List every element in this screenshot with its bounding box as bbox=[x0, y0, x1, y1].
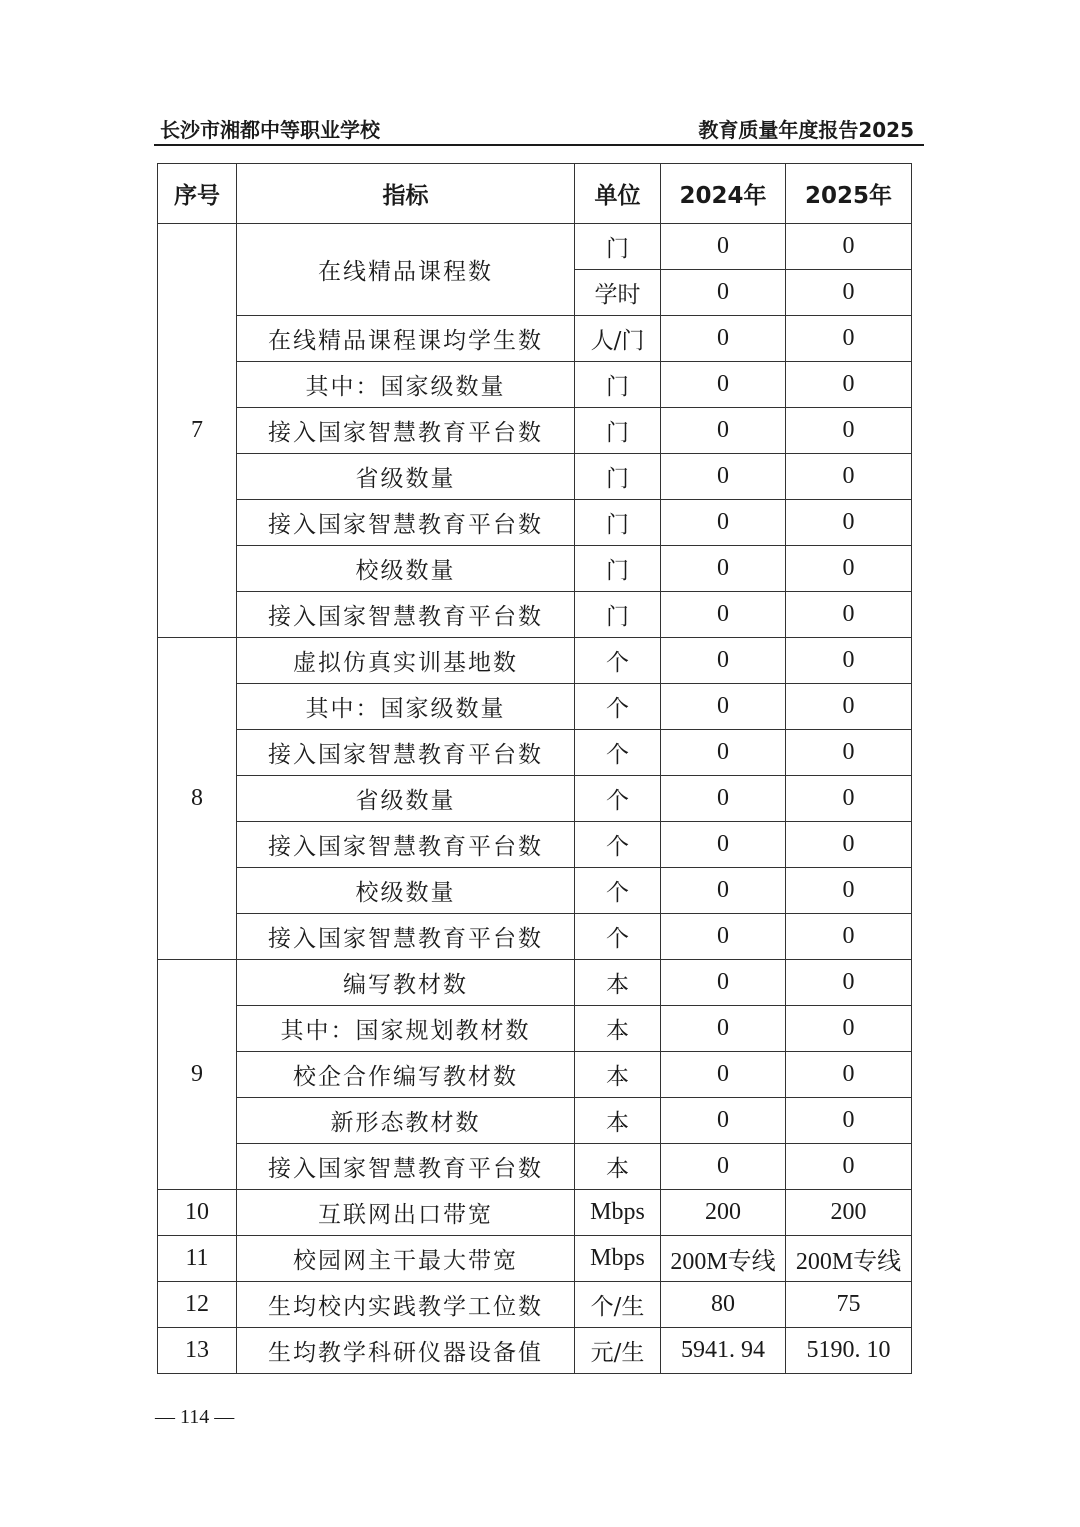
value-2025-cell: 0 bbox=[786, 592, 912, 638]
unit-cell: 个 bbox=[575, 638, 661, 684]
table-row bbox=[158, 868, 912, 914]
table-row bbox=[158, 316, 912, 362]
table-row bbox=[158, 1006, 912, 1052]
unit-cell: Mbps bbox=[575, 1236, 661, 1282]
unit-cell: 本 bbox=[575, 1144, 661, 1190]
table-row bbox=[158, 408, 912, 454]
table-row bbox=[158, 1190, 912, 1236]
value-2025-cell: 0 bbox=[786, 408, 912, 454]
value-2024-cell: 0 bbox=[661, 592, 786, 638]
col-header-metric: 指标 bbox=[237, 164, 575, 224]
header-rule bbox=[154, 144, 924, 146]
school-name: 长沙市湘都中等职业学校 bbox=[160, 118, 380, 142]
unit-cell: 个 bbox=[575, 730, 661, 776]
col-header-seq: 序号 bbox=[158, 164, 237, 224]
col-header-unit: 单位 bbox=[575, 164, 661, 224]
metric-cell: 在线精品课程数 bbox=[237, 224, 575, 316]
table-row bbox=[158, 914, 912, 960]
metric-cell: 其中：国家规划教材数 bbox=[237, 1006, 575, 1052]
value-2025-cell: 0 bbox=[786, 1144, 912, 1190]
metric-cell: 编写教材数 bbox=[237, 960, 575, 1006]
metric-cell: 虚拟仿真实训基地数 bbox=[237, 638, 575, 684]
value-2024-cell: 0 bbox=[661, 500, 786, 546]
table-row bbox=[158, 362, 912, 408]
table-row bbox=[158, 1098, 912, 1144]
value-2025-cell: 0 bbox=[786, 730, 912, 776]
page-number: — 114 — bbox=[155, 1406, 235, 1428]
unit-cell: 个 bbox=[575, 914, 661, 960]
unit-cell: 人/门 bbox=[575, 316, 661, 362]
seq-cell: 9 bbox=[158, 960, 237, 1190]
unit-cell: 元/生 bbox=[575, 1328, 661, 1374]
unit-cell: 门 bbox=[575, 362, 661, 408]
unit-cell: 本 bbox=[575, 960, 661, 1006]
value-2024-cell: 0 bbox=[661, 546, 786, 592]
unit-cell: Mbps bbox=[575, 1190, 661, 1236]
table-row bbox=[158, 1052, 912, 1098]
metric-cell: 接入国家智慧教育平台数 bbox=[237, 408, 575, 454]
metric-cell: 接入国家智慧教育平台数 bbox=[237, 914, 575, 960]
metric-cell: 接入国家智慧教育平台数 bbox=[237, 730, 575, 776]
value-2025-cell: 75 bbox=[786, 1282, 912, 1328]
report-title: 教育质量年度报告2025 bbox=[698, 118, 914, 142]
unit-cell: 门 bbox=[575, 224, 661, 270]
seq-cell: 11 bbox=[158, 1236, 237, 1282]
table-row bbox=[158, 776, 912, 822]
unit-cell: 门 bbox=[575, 592, 661, 638]
data-table bbox=[157, 163, 912, 1374]
seq-cell: 13 bbox=[158, 1328, 237, 1374]
unit-cell: 门 bbox=[575, 500, 661, 546]
unit-cell: 门 bbox=[575, 408, 661, 454]
unit-cell: 学时 bbox=[575, 270, 661, 316]
value-2024-cell: 0 bbox=[661, 684, 786, 730]
metric-cell: 生均校内实践教学工位数 bbox=[237, 1282, 575, 1328]
col-header-2024: 2024年 bbox=[661, 164, 786, 224]
value-2025-cell: 0 bbox=[786, 776, 912, 822]
table-row bbox=[158, 1328, 912, 1374]
table-row bbox=[158, 1144, 912, 1190]
value-2024-cell: 0 bbox=[661, 822, 786, 868]
value-2024-cell: 0 bbox=[661, 638, 786, 684]
unit-cell: 个 bbox=[575, 822, 661, 868]
unit-cell: 本 bbox=[575, 1052, 661, 1098]
table-row bbox=[158, 224, 912, 270]
page-header bbox=[154, 110, 924, 144]
metric-cell: 接入国家智慧教育平台数 bbox=[237, 500, 575, 546]
metric-cell: 接入国家智慧教育平台数 bbox=[237, 1144, 575, 1190]
metric-cell: 互联网出口带宽 bbox=[237, 1190, 575, 1236]
metric-cell: 校园网主干最大带宽 bbox=[237, 1236, 575, 1282]
value-2024-cell: 0 bbox=[661, 454, 786, 500]
value-2024-cell: 200 bbox=[661, 1190, 786, 1236]
unit-cell: 门 bbox=[575, 546, 661, 592]
value-2024-cell: 0 bbox=[661, 270, 786, 316]
value-2024-cell: 0 bbox=[661, 362, 786, 408]
value-2024-cell: 0 bbox=[661, 1052, 786, 1098]
table-row bbox=[158, 1236, 912, 1282]
metric-cell: 校级数量 bbox=[237, 868, 575, 914]
value-2024-cell: 200M专线 bbox=[661, 1236, 786, 1282]
value-2024-cell: 0 bbox=[661, 776, 786, 822]
metric-cell: 校企合作编写教材数 bbox=[237, 1052, 575, 1098]
unit-cell: 个 bbox=[575, 684, 661, 730]
metric-cell: 省级数量 bbox=[237, 776, 575, 822]
value-2025-cell: 0 bbox=[786, 822, 912, 868]
value-2024-cell: 0 bbox=[661, 1144, 786, 1190]
table-row bbox=[158, 822, 912, 868]
value-2024-cell: 0 bbox=[661, 224, 786, 270]
table-row bbox=[158, 546, 912, 592]
value-2024-cell: 0 bbox=[661, 914, 786, 960]
seq-cell: 10 bbox=[158, 1190, 237, 1236]
unit-cell: 本 bbox=[575, 1006, 661, 1052]
metric-cell: 其中：国家级数量 bbox=[237, 684, 575, 730]
value-2024-cell: 0 bbox=[661, 316, 786, 362]
seq-cell: 8 bbox=[158, 638, 237, 960]
unit-cell: 个/生 bbox=[575, 1282, 661, 1328]
value-2025-cell: 0 bbox=[786, 960, 912, 1006]
value-2024-cell: 0 bbox=[661, 1006, 786, 1052]
value-2025-cell: 0 bbox=[786, 224, 912, 270]
value-2024-cell: 5941. 94 bbox=[661, 1328, 786, 1374]
unit-cell: 个 bbox=[575, 868, 661, 914]
value-2025-cell: 0 bbox=[786, 270, 912, 316]
metric-cell: 接入国家智慧教育平台数 bbox=[237, 592, 575, 638]
value-2025-cell: 0 bbox=[786, 914, 912, 960]
table-row bbox=[158, 960, 912, 1006]
value-2025-cell: 0 bbox=[786, 1006, 912, 1052]
value-2024-cell: 0 bbox=[661, 868, 786, 914]
value-2025-cell: 0 bbox=[786, 1052, 912, 1098]
value-2024-cell: 80 bbox=[661, 1282, 786, 1328]
metric-cell: 其中：国家级数量 bbox=[237, 362, 575, 408]
value-2025-cell: 200M专线 bbox=[786, 1236, 912, 1282]
metric-cell: 生均教学科研仪器设备值 bbox=[237, 1328, 575, 1374]
table-row bbox=[158, 638, 912, 684]
value-2025-cell: 0 bbox=[786, 868, 912, 914]
metric-cell: 在线精品课程课均学生数 bbox=[237, 316, 575, 362]
value-2025-cell: 0 bbox=[786, 454, 912, 500]
value-2024-cell: 0 bbox=[661, 1098, 786, 1144]
value-2025-cell: 0 bbox=[786, 316, 912, 362]
value-2025-cell: 0 bbox=[786, 546, 912, 592]
value-2025-cell: 200 bbox=[786, 1190, 912, 1236]
value-2025-cell: 0 bbox=[786, 1098, 912, 1144]
value-2025-cell: 0 bbox=[786, 684, 912, 730]
seq-cell: 12 bbox=[158, 1282, 237, 1328]
table-row bbox=[158, 684, 912, 730]
table-row bbox=[158, 592, 912, 638]
table-row bbox=[158, 454, 912, 500]
value-2024-cell: 0 bbox=[661, 960, 786, 1006]
unit-cell: 本 bbox=[575, 1098, 661, 1144]
unit-cell: 个 bbox=[575, 776, 661, 822]
metric-cell: 省级数量 bbox=[237, 454, 575, 500]
table-row bbox=[158, 500, 912, 546]
metric-cell: 新形态教材数 bbox=[237, 1098, 575, 1144]
table-row bbox=[158, 1282, 912, 1328]
table-body bbox=[158, 224, 912, 1374]
metric-cell: 接入国家智慧教育平台数 bbox=[237, 822, 575, 868]
value-2025-cell: 0 bbox=[786, 362, 912, 408]
seq-cell: 7 bbox=[158, 224, 237, 638]
value-2024-cell: 0 bbox=[661, 730, 786, 776]
value-2025-cell: 0 bbox=[786, 500, 912, 546]
value-2024-cell: 0 bbox=[661, 408, 786, 454]
unit-cell: 门 bbox=[575, 454, 661, 500]
col-header-2025: 2025年 bbox=[786, 164, 912, 224]
table-header-row bbox=[158, 164, 912, 224]
value-2025-cell: 0 bbox=[786, 638, 912, 684]
metric-cell: 校级数量 bbox=[237, 546, 575, 592]
table-row bbox=[158, 730, 912, 776]
value-2025-cell: 5190. 10 bbox=[786, 1328, 912, 1374]
